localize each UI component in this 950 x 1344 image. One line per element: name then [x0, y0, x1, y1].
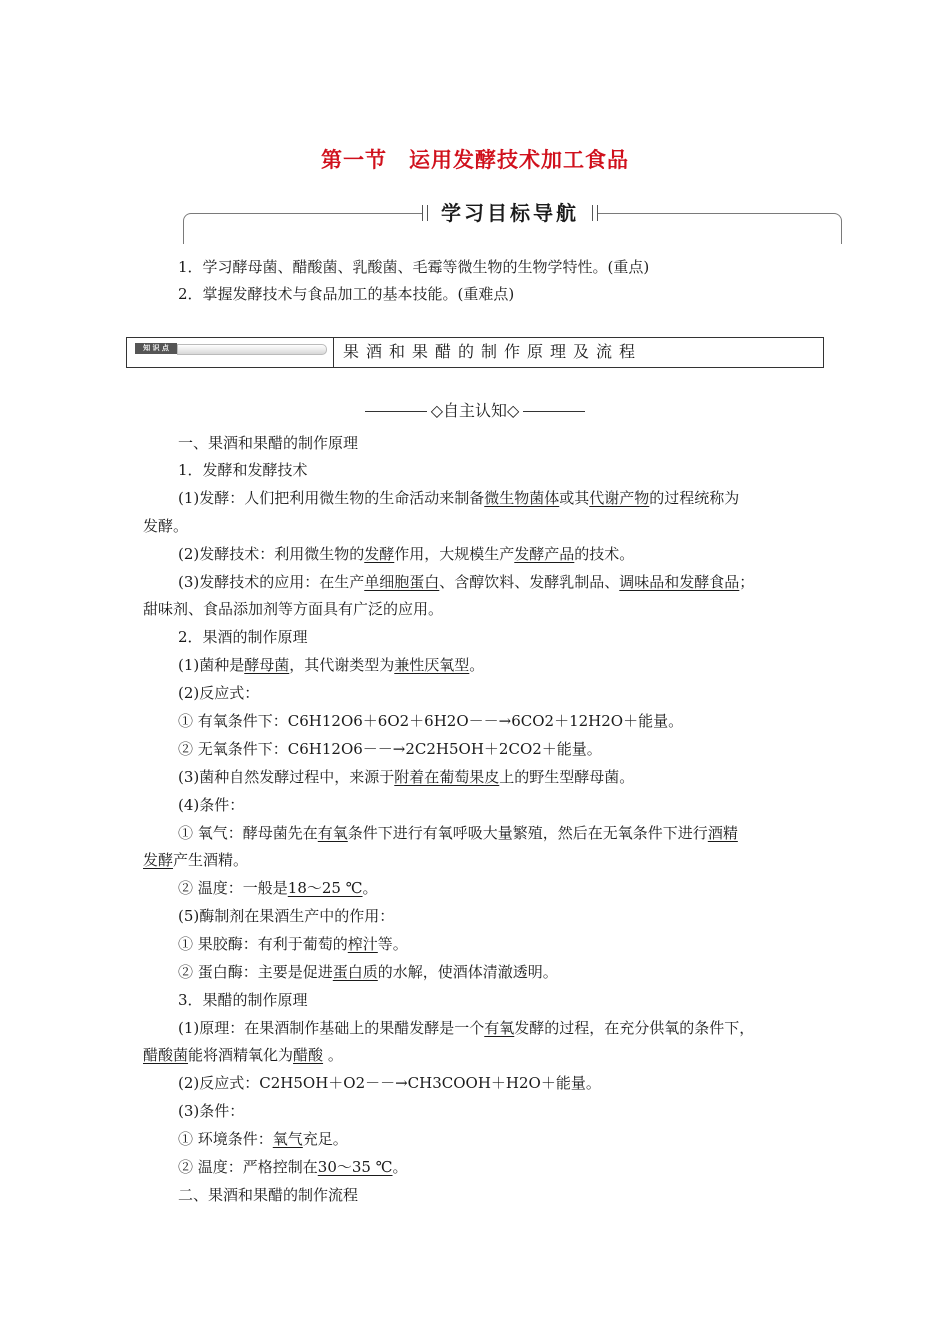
- text-line: (2)发酵技术：利用微生物的发酵作用，大规模生产发酵产品的技术。: [178, 545, 635, 563]
- answer-blank: 发酵: [143, 851, 174, 869]
- answer-blank: 酒精: [707, 824, 738, 842]
- answer-blank: 氧气: [272, 1130, 303, 1148]
- knowledge-point-heading: 果酒和果醋的制作原理及流程: [343, 342, 643, 361]
- answer-blank: 发酵产品: [514, 545, 575, 563]
- answer-blank: 发酵: [364, 545, 395, 563]
- answer-blank: 18～25 ℃: [287, 879, 363, 897]
- text-line: (3)发酵技术的应用：在生产单细胞蛋白、含醇饮料、发酵乳制品、调味品和发酵食品；: [178, 573, 755, 591]
- subheading-line: 1．发酵和发酵技术: [178, 461, 308, 479]
- text-line: (3)条件：: [178, 1102, 245, 1120]
- text-line: (2)反应式：: [178, 684, 260, 702]
- text-line: ① 氧气：酵母菌先在有氧条件下进行有氧呼吸大量繁殖，然后在无氧条件下进行酒精: [178, 824, 738, 842]
- text-line: 发酵。: [143, 517, 189, 535]
- decorative-bar: [177, 344, 327, 355]
- answer-blank: 微生物菌体: [484, 489, 560, 507]
- heading-line: 二、果酒和果醋的制作流程: [178, 1186, 359, 1204]
- text-line: ① 环境条件：氧气充足。: [178, 1130, 348, 1148]
- text-line: ② 温度：严格控制在30～35 ℃。: [178, 1158, 408, 1176]
- text-line: 醋酸菌能将酒精氧化为醋酸 。: [143, 1046, 343, 1064]
- goals-header: 学习目标导航: [422, 198, 598, 228]
- divider-line: [365, 411, 427, 412]
- answer-blank: 附着在葡萄果皮: [394, 768, 500, 786]
- text-line: (1)原理：在果酒制作基础上的果醋发酵是一个有氧发酵的过程，在充分供氧的条件下，: [178, 1019, 755, 1037]
- subheading-line: 2．果酒的制作原理: [178, 628, 308, 646]
- answer-blank: 调味品和发酵食品: [619, 573, 740, 591]
- text-line: 甜味剂、食品添加剂等方面具有广泛的应用。: [143, 600, 444, 618]
- answer-blank: 有氧: [317, 824, 348, 842]
- section-header: [0, 398, 950, 421]
- page-title: 第一节 运用发酵技术加工食品: [321, 148, 629, 172]
- goal-item: 1．学习酵母菌、醋酸菌、乳酸菌、毛霉等微生物的生物学特性。(重点): [178, 258, 650, 276]
- answer-blank: 醋酸菌: [143, 1046, 189, 1064]
- knowledge-point-tag: 知 识 点: [135, 343, 177, 354]
- heading-line: 一、果酒和果醋的制作原理: [178, 434, 359, 452]
- text-line: (3)菌种自然发酵过程中，来源于附着在葡萄果皮上的野生型酵母菌。: [178, 768, 635, 786]
- text-line: (1)菌种是酵母菌，其代谢类型为兼性厌氧型。: [178, 656, 485, 674]
- goal-item: 2．掌握发酵技术与食品加工的基本技能。(重难点): [178, 285, 515, 303]
- text-line: (5)酶制剂在果酒生产中的作用：: [178, 907, 395, 925]
- knowledge-point-badge: [127, 338, 334, 367]
- equation-line: ① 有氧条件下：C6H12O6＋6O2＋6H2O－－→6CO2＋12H2O＋能量。: [178, 712, 684, 730]
- answer-blank: 兼性厌氧型: [394, 656, 470, 674]
- text-line: 发酵产生酒精。: [143, 851, 249, 869]
- answer-blank: 酵母菌: [244, 656, 290, 674]
- answer-blank: 有氧: [484, 1019, 515, 1037]
- answer-blank: 醋酸: [293, 1046, 324, 1064]
- knowledge-point-box: [126, 337, 824, 368]
- divider-line: [523, 411, 585, 412]
- answer-blank: 代谢产物: [589, 489, 650, 507]
- equation-line: ② 无氧条件下：C6H12O6－－→2C2H5OH＋2CO2＋能量。: [178, 740, 602, 758]
- answer-blank: 30～35 ℃: [317, 1158, 393, 1176]
- text-line: ② 蛋白酶：主要是促进蛋白质的水解，使酒体清澈透明。: [178, 963, 558, 981]
- subheading-line: 3．果醋的制作原理: [178, 991, 308, 1009]
- answer-blank: 蛋白质: [332, 963, 378, 981]
- text-line: ① 果胶酶：有利于葡萄的榨汁等。: [178, 935, 408, 953]
- equation-line: (2)反应式：C2H5OH＋O2－－→CH3COOH＋H2O＋能量。: [178, 1074, 601, 1092]
- answer-blank: 单细胞蛋白: [364, 573, 440, 591]
- text-line: (1)发酵：人们把利用微生物的生命活动来制备微生物菌体或其代谢产物的过程统称为: [178, 489, 740, 507]
- text-line: (4)条件：: [178, 796, 245, 814]
- answer-blank: 榨汁: [347, 935, 378, 953]
- text-line: ② 温度：一般是18～25 ℃。: [178, 879, 378, 897]
- section-header-text: ◇自主认知◇: [430, 401, 520, 420]
